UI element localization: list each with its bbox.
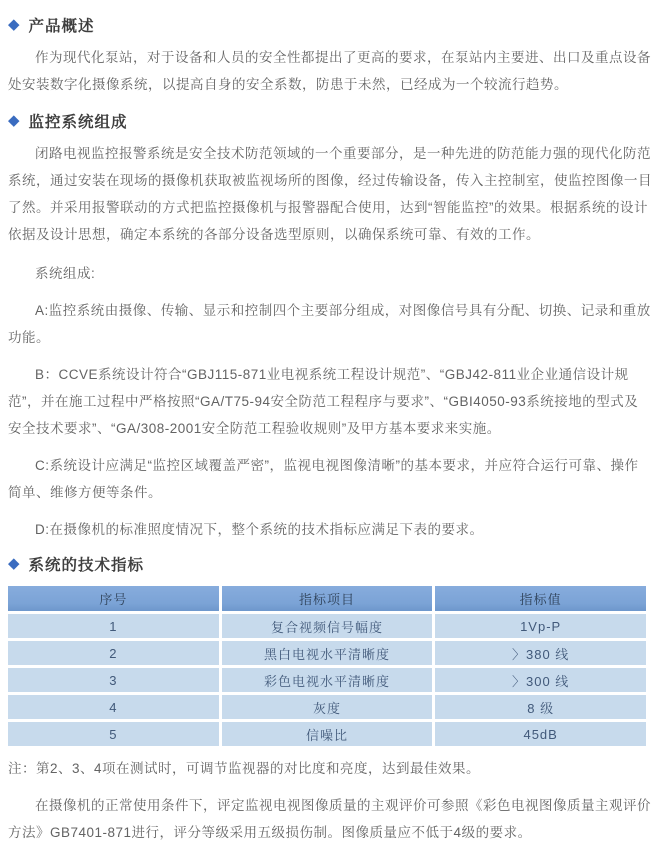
- table-cell: 彩色电视水平清晰度: [222, 668, 433, 692]
- paragraph: B：CCVE系统设计符合“GBJ115-871业电视系统工程设计规范”、“GBJ42-811业企业通信设计规范”，并在施工过程中严格按照“GA/T75-94安全防范工程程序与要求”、“GBI4050-93系统接地的型式及安全技术要求”、“GA/308-2001安全防范工程验收规则”及甲方基本要求来实施。: [8, 367, 639, 436]
- table-header-cell: 指标值: [435, 586, 646, 611]
- section-title: 监控系统组成: [28, 114, 128, 131]
- paragraph: 作为现代化泵站，对于设备和人员的安全性都提出了更高的要求，在泵站内主要进、出口及重点设备处安装数字化摄像系统，以提高自身的安全系数，防患于未然，已经成为一个较流行趋势。: [8, 50, 651, 92]
- table-row: [8, 722, 646, 746]
- section-heading-overview: [8, 14, 652, 36]
- table-cell: 1: [8, 614, 219, 638]
- table-cell: 黑白电视水平清晰度: [222, 641, 433, 665]
- table-cell: 〉380 线: [435, 641, 646, 665]
- paragraph: A:监控系统由摄像、传输、显示和控制四个主要部分组成，对图像信号具有分配、切换、记录和重放功能。: [8, 303, 651, 345]
- table-header-cell: 序号: [8, 586, 219, 611]
- table-cell: 8 级: [435, 695, 646, 719]
- table-header-row: [8, 586, 646, 611]
- table-row: [8, 668, 646, 692]
- table-row: [8, 641, 646, 665]
- table-cell: 2: [8, 641, 219, 665]
- table-row: [8, 695, 646, 719]
- diamond-icon: ◆: [8, 111, 20, 129]
- table-cell: 灰度: [222, 695, 433, 719]
- table-cell: 45dB: [435, 722, 646, 746]
- paragraph: 闭路电视监控报警系统是安全技术防范领域的一个重要部分，是一种先进的防范能力强的现代化防范系统，通过安装在现场的摄像机获取被监视场所的图像，经过传输设备，传入主控制室，使监控图像一目了然。并采用报警联动的方式把监控摄像机与报警器配合使用，达到“智能监控”的效果。根据系统的设计依据及设计思想，确定本系统的各部分设备选型原则，以确保系统可靠、有效的工作。: [8, 146, 652, 242]
- section-title: 产品概述: [28, 18, 95, 35]
- table-cell: 〉300 线: [435, 668, 646, 692]
- table-cell: 5: [8, 722, 219, 746]
- note-text: 在摄像机的正常使用条件下，评定监视电视图像质量的主观评价可参照《彩色电视图像质量主观评价方法》GB7401-871进行，评分等级采用五级损伤制。图像质量应不低于4级的要求。: [8, 798, 651, 840]
- table-header-cell: 指标项目: [222, 586, 433, 611]
- table-cell: 3: [8, 668, 219, 692]
- paragraph: D:在摄像机的标准照度情况下，整个系统的技术指标应满足下表的要求。: [35, 522, 484, 537]
- table-cell: 4: [8, 695, 219, 719]
- table-cell: 信噪比: [222, 722, 433, 746]
- note-text: 注：第2、3、4项在测试时，可调节监视器的对比度和亮度，达到最佳效果。: [8, 761, 481, 776]
- table-cell: 复合视频信号幅度: [222, 614, 433, 638]
- table-row: [8, 614, 646, 638]
- section-heading-specs: [8, 553, 652, 575]
- spec-table: [5, 583, 649, 749]
- table-cell: 1Vp-P: [435, 614, 646, 638]
- diamond-icon: ◆: [8, 554, 20, 572]
- paragraph: 系统组成:: [35, 266, 96, 281]
- section-heading-composition: [8, 110, 652, 132]
- diamond-icon: ◆: [8, 15, 20, 33]
- paragraph: C:系统设计应满足“监控区域覆盖严密”，监视电视图像清晰”的基本要求，并应符合运行可靠、操作简单、维修方便等条件。: [8, 458, 639, 500]
- section-title: 系统的技术指标: [28, 557, 145, 574]
